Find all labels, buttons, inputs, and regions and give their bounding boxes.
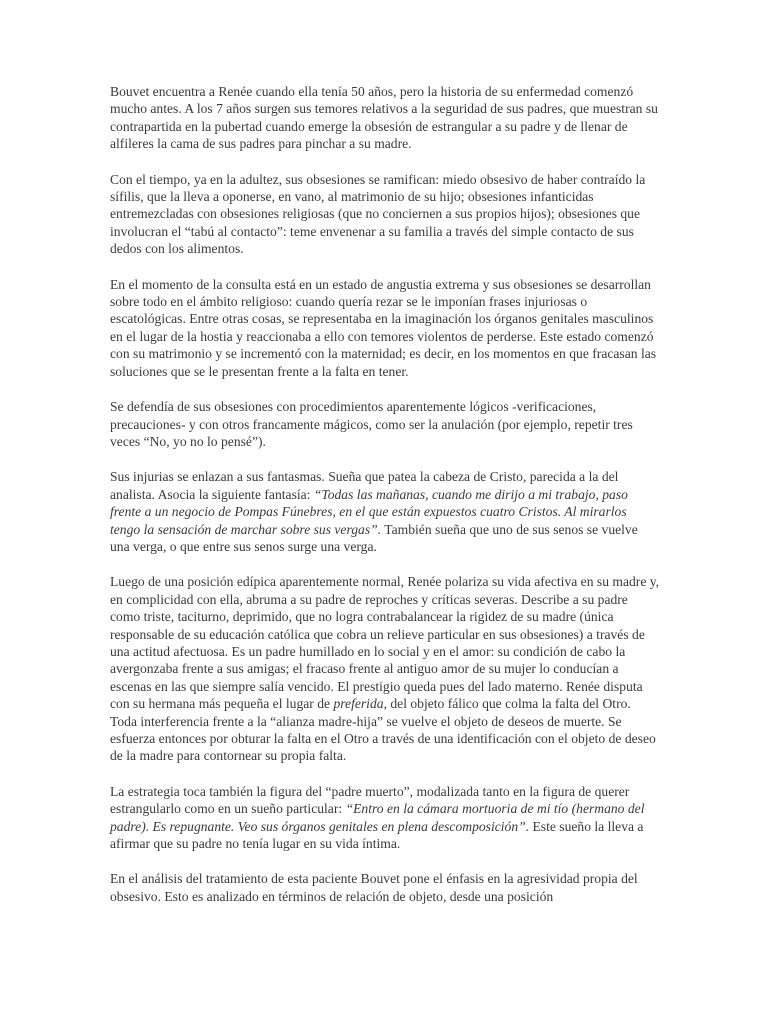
paragraph-3 <box>110 276 660 380</box>
paragraph-8 <box>110 870 660 905</box>
paragraph-6-text-b: , del objeto fálico que colma la falta del Otro. Toda interferencia frente a la “alianza madre-hija” se vuelve el objeto de deseos de muerte. Se esfuerza entonces por obturar la falta en el Otro a través de una identificación con el objeto de deseo de la madre para contornear su propia falta. <box>110 696 656 764</box>
paragraph-1 <box>110 83 660 153</box>
paragraph-4 <box>110 398 660 450</box>
paragraph-2-text: Con el tiempo, ya en la adultez, sus obsesiones se ramifican: miedo obsesivo de haber contraído la sífilis, que la lleva a oponerse, en vano, al matrimonio de su hijo; obsesiones infanticidas entremezcladas con obsesiones religiosas (que no conciernen a sus propios hijos); obsesiones que involucran el “tabú al contacto”: teme envenenar a su familia a través del simple contacto de sus dedos con los alimentos. <box>110 171 646 257</box>
paragraph-5-quote: “Todas las mañanas, cuando me dirijo a mi trabajo, paso frente a un negocio de Pompas Fúnebres, en el que están expuestos cuatro Cristos. Al mirarlos tengo la sensación de marchar sobre sus vergas”. <box>110 486 628 537</box>
paragraph-5 <box>110 468 660 555</box>
paragraph-5-text-a: Sus injurias se enlazan a sus fantasmas. Sueña que patea la cabeza de Cristo, parecida a la del analista. Asocia la siguiente fantasía: <box>110 469 619 502</box>
paragraph-4-text: Se defendía de sus obsesiones con procedimientos aparentemente lógicos -verificaciones, precauciones- y con otros francamente mágicos, como ser la anulación (por ejemplo, repetir tres veces “No, yo no lo pensé”). <box>110 399 633 449</box>
paragraph-1-text: Bouvet encuentra a Renée cuando ella tenía 50 años, pero la historia de su enfermedad comenzó mucho antes. A los 7 años surgen sus temores relativos a la seguridad de sus padres, que muestran su contrapartida en la pubertad cuando emerge la obsesión de estrangular a su padre y de llenar de alfileres la cama de sus padres para pinchar a su madre. <box>110 84 658 152</box>
paragraph-3-text: En el momento de la consulta está en un estado de angustia extrema y sus obsesiones se desarrollan sobre todo en el ámbito religioso: cuando quería rezar se le imponían frases injuriosas o escatológicas. Entre otras cosas, se representaba en la imaginación los órganos genitales masculinos en el lugar de la hostia y reaccionaba a ello con temores violentos de perderse. Este estado comenzó con su matrimonio y se incrementó con la maternidad; es decir, en los momentos en que fracasan las soluciones que se le presentan frente a la falta en tener. <box>110 276 657 379</box>
paragraph-7 <box>110 783 660 853</box>
paragraph-7-text-b: Este sueño la lleva a afirmar que su padre no tenía lugar en su vida íntima. <box>110 818 644 852</box>
paragraph-6-text-a: Luego de una posición edípica aparentemente normal, Renée polariza su vida afectiva en su madre y, en complicidad con ella, abruma a su padre de reproches y críticas severas. Describe a su padre como triste, taciturno, deprimido, que no logra contrabalancear la rigidez de su madre (única responsable de su educación católica que cobra un relieve particular en sus obsesiones) a través de una actitud afectuosa. Es un padre humillado en lo social y en el amor: su condición de cabo la avergonzaba frente a sus amigas; el fracaso frente al antiguo amor de su mujer lo conducían a escenas en las que siempre salía vencido. El prestigio queda pues del lado materno. Renée disputa con su hermana más pequeña el lugar de <box>110 574 660 712</box>
paragraph-6 <box>110 573 660 764</box>
paragraph-8-text: En el análisis del tratamiento de esta paciente Bouvet pone el énfasis en la agresividad propia del obsesivo. Esto es analizado en términos de relación de objeto, desde una posición <box>110 871 638 904</box>
paragraph-6-emphasis: preferida <box>333 696 384 712</box>
paragraph-7-quote: “Entro en la cámara mortuoria de mi tío (hermano del padre). Es repugnante. Veo sus órganos genitales en plena descomposición”. <box>110 801 645 834</box>
paragraph-5-text-b: También sueña que uno de sus senos se vuelve una verga, o que entre sus senos surge una verga. <box>110 521 638 554</box>
paragraph-2 <box>110 171 660 258</box>
paragraph-7-text-a: La estrategia toca también la figura del “padre muerto”, modalizada tanto en la figura de querer estrangularlo como en un sueño particular: <box>110 783 630 817</box>
